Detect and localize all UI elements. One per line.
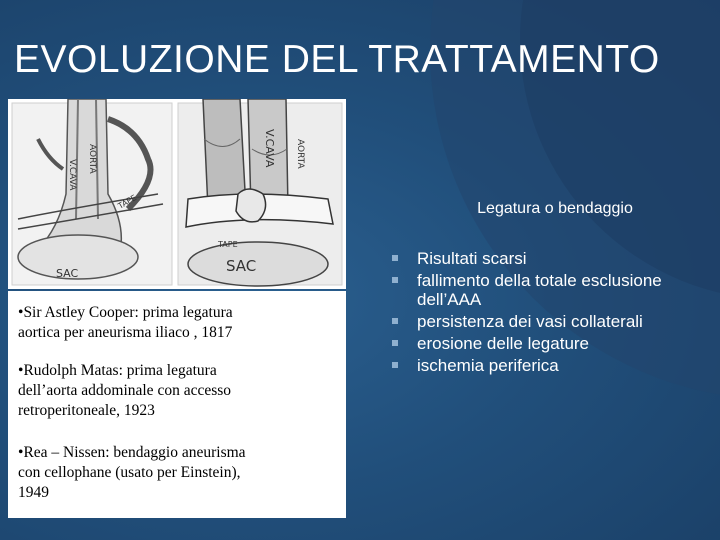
outcome-text: fallimento della totale esclusione dell’AAA bbox=[417, 271, 662, 309]
history-item-line: •Rudolph Matas: prima legatura bbox=[18, 362, 217, 379]
outcome-item bbox=[390, 312, 715, 331]
bullet-square-icon bbox=[392, 255, 398, 261]
history-item-line: •Rea – Nissen: bendaggio aneurisma bbox=[18, 444, 246, 461]
outcome-item bbox=[390, 334, 715, 353]
bullet-square-icon bbox=[392, 277, 398, 283]
outcome-text: erosione delle legature bbox=[417, 334, 590, 353]
bullet-square-icon bbox=[392, 362, 398, 368]
outcome-item bbox=[390, 356, 715, 375]
outcome-text: persistenza dei vasi collaterali bbox=[417, 312, 643, 331]
illustration-label: TAPE bbox=[116, 193, 138, 211]
outcome-item bbox=[390, 271, 715, 309]
outcome-list bbox=[390, 249, 715, 378]
illustration-label: AORTA bbox=[295, 139, 305, 169]
history-item-text: aortica per aneurisma iliaco , 1817 bbox=[18, 324, 233, 341]
illustration-label: SAC bbox=[226, 257, 257, 275]
slide-title: EVOLUZIONE DEL TRATTAMENTO bbox=[14, 38, 660, 81]
surgical-illustration bbox=[8, 99, 346, 289]
history-item-matas bbox=[18, 361, 338, 421]
history-item-rea-nissen bbox=[18, 443, 338, 503]
bullet-square-icon bbox=[392, 340, 398, 346]
illustration-label: TAPE bbox=[218, 240, 238, 249]
history-item-text: retroperitoneale, 1923 bbox=[18, 402, 155, 419]
history-panel bbox=[8, 291, 346, 518]
history-item-text: dell’aorta addominale con accesso bbox=[18, 382, 232, 399]
right-heading: Legatura o bendaggio bbox=[477, 200, 633, 217]
outcome-text: ischemia periferica bbox=[417, 356, 559, 375]
surgical-illustration-drawing bbox=[8, 99, 346, 289]
history-item-cooper bbox=[18, 303, 338, 343]
history-item-line: •Sir Astley Cooper: prima legatura bbox=[18, 304, 233, 321]
history-item-text: : prima legatura bbox=[134, 304, 233, 321]
history-item-name: Rudolph Matas bbox=[23, 362, 119, 379]
history-item-name: Rea – Nissen bbox=[23, 444, 106, 461]
outcome-item bbox=[390, 249, 715, 268]
bullet-square-icon bbox=[392, 318, 398, 324]
history-item-text: con cellophane (usato per Einstein), bbox=[18, 464, 241, 481]
history-item-name: Sir Astley Cooper bbox=[23, 304, 135, 321]
history-item-text: 1949 bbox=[18, 484, 49, 501]
outcome-text: Risultati scarsi bbox=[417, 249, 527, 268]
illustration-label: V.CAVA bbox=[67, 159, 77, 191]
illustration-label: AORTA bbox=[87, 144, 97, 174]
illustration-label: V.CAVA bbox=[263, 129, 276, 168]
history-item-text: : prima legatura bbox=[118, 362, 217, 379]
illustration-label: SAC bbox=[56, 267, 79, 280]
history-item-text: : bendaggio aneurisma bbox=[105, 444, 246, 461]
